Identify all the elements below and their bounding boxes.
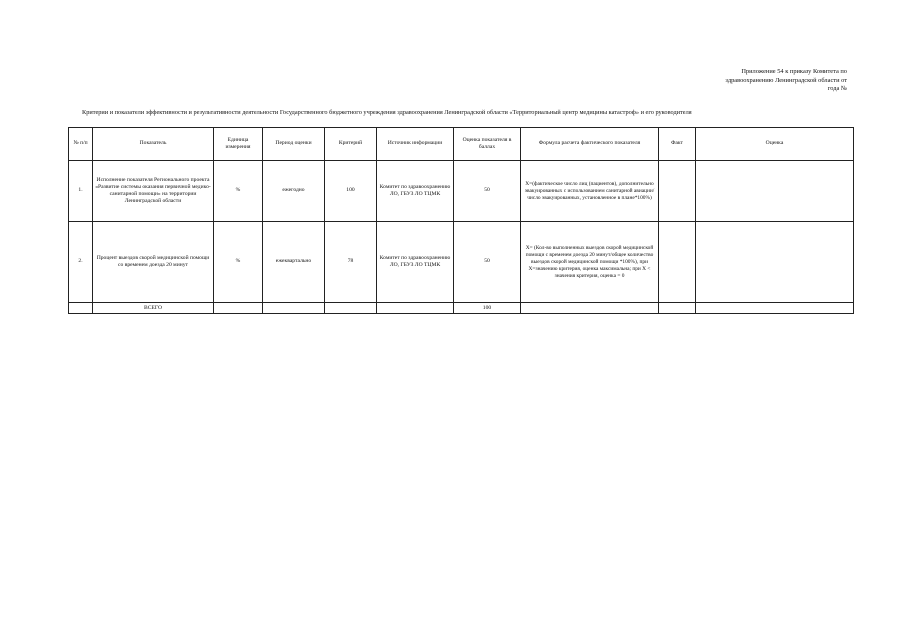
cell-period: ежеквартально (263, 222, 325, 303)
cell-formula: Х=(фактическое число лиц (пациентов), дополнительно эвакуированных с использованием санитарной авиации/ число эвакуированных, установленное в плане*100%) (521, 161, 659, 222)
criteria-table (68, 127, 854, 314)
appendix-line-2: здравоохранению Ленинградской области от (725, 76, 847, 84)
cell-assessment[interactable] (696, 161, 854, 222)
cell-unit: % (214, 161, 263, 222)
header-score: Оценка показателя в баллах (454, 128, 521, 161)
cell-formula: Х= (Кол-во выполненных выездов скорой медицинской помощи с временем доезда 20 минут/общее количество выездов скорой медицинской помощи *100%), при Х=значению критерия, оценка максимальна; при Х < значения критерия, оценка = 0 (521, 222, 659, 303)
appendix-line-3: года № (827, 85, 847, 93)
cell-source: Комитет по здравоохранению ЛО, ГБУЗ ЛО ТЦМК (377, 222, 454, 303)
header-fact: Факт (659, 128, 696, 161)
cell-empty (69, 303, 93, 314)
appendix-note (647, 68, 847, 94)
cell-assessment[interactable] (696, 222, 854, 303)
cell-empty (263, 303, 325, 314)
cell-empty (325, 303, 377, 314)
table-row (69, 161, 854, 222)
header-criterion: Критерий (325, 128, 377, 161)
cell-num: 1. (69, 161, 93, 222)
header-unit: Единица измерения (214, 128, 263, 161)
cell-indicator: Исполнение показателя Регионального проекта «Развитие системы оказания первичной медико-санитарной помощи» на территории Ленинградской области (93, 161, 214, 222)
document-title: Критерии и показатели эффективности и результативности деятельности Государственного бюджетного учреждения здравоохранения Ленинградской области «Территориальный центр медицины катастроф» и его руководителя (82, 109, 692, 116)
cell-empty (659, 303, 696, 314)
header-assessment: Оценка (696, 128, 854, 161)
table-row (69, 222, 854, 303)
cell-period: ежегодно (263, 161, 325, 222)
header-indicator: Показатель (93, 128, 214, 161)
cell-unit: % (214, 222, 263, 303)
header-formula: Формула расчета фактического показателя (521, 128, 659, 161)
cell-fact[interactable] (659, 222, 696, 303)
total-label: ВСЕГО (93, 303, 214, 314)
cell-source: Комитет по здравоохранению ЛО, ГБУЗ ЛО ТЦМК (377, 161, 454, 222)
cell-empty (214, 303, 263, 314)
cell-fact[interactable] (659, 161, 696, 222)
cell-empty (696, 303, 854, 314)
cell-empty (377, 303, 454, 314)
cell-empty (521, 303, 659, 314)
header-period: Период оценки (263, 128, 325, 161)
appendix-line-1: Приложение 54 к приказу Комитета по (741, 68, 847, 75)
cell-criterion: 100 (325, 161, 377, 222)
cell-score: 50 (454, 161, 521, 222)
total-score: 100 (454, 303, 521, 314)
cell-criterion: 78 (325, 222, 377, 303)
table-total-row (69, 303, 854, 314)
cell-num: 2. (69, 222, 93, 303)
cell-indicator: Процент выездов скорой медицинской помощи со временем доезда 20 минут (93, 222, 214, 303)
header-source: Источник информации (377, 128, 454, 161)
header-num: № п/п (69, 128, 93, 161)
table-header-row (69, 128, 854, 161)
cell-score: 50 (454, 222, 521, 303)
